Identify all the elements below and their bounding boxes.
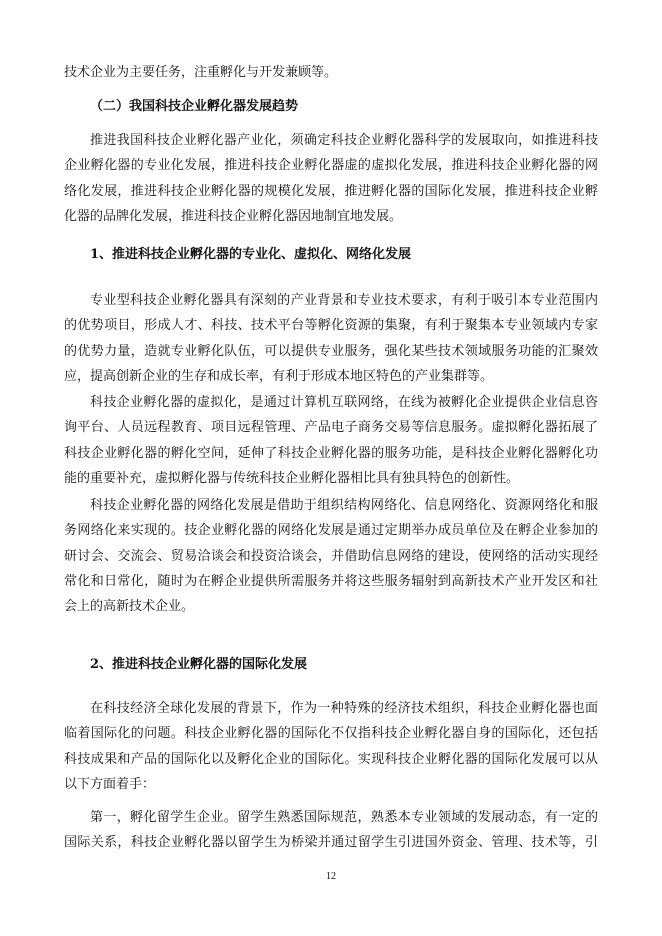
- text-line: 会上的高新技术企业。: [64, 599, 195, 615]
- text-line: 科技企业孵化器的孵化空间，延伸了科技企业孵化器的服务功能，是科技企业孵化器孵化功: [64, 445, 598, 461]
- paragraph-carryover: [64, 60, 598, 85]
- text-line: 临着国际化的问题。科技企业孵化器的国际化不仅指科技企业孵化器自身的国际化，还包括: [64, 726, 598, 742]
- text-line: 络化发展，推进科技企业孵化器的规模化发展，推进孵化器的国际化发展，推进科技企业孵: [64, 183, 598, 199]
- text-line: 在科技经济全球化发展的背景下，作为一种特殊的经济技术组织，科技企业孵化器也面: [90, 701, 598, 716]
- paragraph-networking: [64, 493, 598, 619]
- text-line: 研讨会、交流会、贸易洽谈会和投资洽谈会，并借助信息网络的建设，使网络的活动实现经: [64, 548, 598, 564]
- subheading-specialization: [64, 242, 598, 267]
- heading-text: 2、推进科技企业孵化器的国际化发展: [90, 657, 308, 672]
- text-line: 化器的品牌化发展，推进科技企业孵化器因地制宜地发展。: [64, 208, 403, 224]
- text-line: 询平台、人员远程教育、项目远程管理、产品电子商务交易等信息服务。虚拟孵化器拓展了: [64, 420, 598, 436]
- paragraph-internationalization: [64, 696, 598, 797]
- text-line: 企业孵化器的专业化发展，推进科技企业孵化器虚的虚拟化发展，推进科技企业孵化器的网: [64, 158, 598, 174]
- heading-text: 1、推进科技企业孵化器的专业化、虚拟化、网络化发展: [90, 247, 412, 262]
- text-line: 的优势项目，形成人才、科技、技术平台等孵化资源的集聚，有利于聚集本专业领域内专家: [64, 318, 598, 334]
- text-line: 推进我国科技企业孵化器产业化，须确定科技企业孵化器科学的发展取向，如推进科技: [90, 133, 598, 148]
- section-heading-trends: [64, 94, 598, 119]
- text-line: 的优势力量，造就专业孵化队伍，可以提供专业服务，强化某些技术领域服务功能的汇聚效: [64, 343, 598, 359]
- text-line: 能的重要补充，虚拟孵化器与传统科技企业孵化器相比具有独具特色的创新性。: [64, 470, 520, 486]
- subheading-internationalization: [64, 652, 598, 677]
- text-line: 科技成果和产品的国际化以及孵化企业的国际化。实现科技企业孵化器的国际化发展可以从: [64, 751, 598, 767]
- text-line: 第一，孵化留学生企业。留学生熟悉国际规范，熟悉本专业领域的发展动态，有一定的: [90, 810, 598, 825]
- page-number: 12: [326, 871, 336, 882]
- text-line: 技术企业为主要任务，注重孵化与开发兼顾等。: [64, 65, 338, 80]
- heading-text: （二）我国科技企业孵化器发展趋势: [90, 99, 299, 114]
- text-line: 应，提高创新企业的生存和成长率，有利于形成本地区特色的产业集群等。: [64, 368, 494, 384]
- paragraph-specialization: [64, 288, 598, 389]
- text-line: 以下方面着手：: [64, 776, 156, 792]
- paragraph-intro: [64, 128, 598, 229]
- text-line: 专业型科技企业孵化器具有深刻的产业背景和专业技术要求，有利于吸引本专业范围内: [90, 293, 598, 308]
- paragraph-first-point: [64, 805, 598, 856]
- text-line: 常化和日常化，随时为在孵企业提供所需服务并将这些服务辐射到高新技术产业开发区和社: [64, 573, 598, 589]
- text-line: 务网络化来实现的。技企业孵化器的网络化发展是通过定期举办成员单位及在孵企业参加的: [64, 523, 598, 539]
- paragraph-virtualization: [64, 390, 598, 491]
- text-line: 科技企业孵化器的虚拟化，是通过计算机互联网络，在线为被孵化企业提供企业信息咨: [90, 395, 598, 410]
- text-line: 科技企业孵化器的网络化发展是借助于组织结构网络化、信息网络化、资源网络化和服: [90, 498, 598, 513]
- text-line: 国际关系，科技企业孵化器以留学生为桥梁并通过留学生引进国外资金、管理、技术等，引: [64, 835, 598, 851]
